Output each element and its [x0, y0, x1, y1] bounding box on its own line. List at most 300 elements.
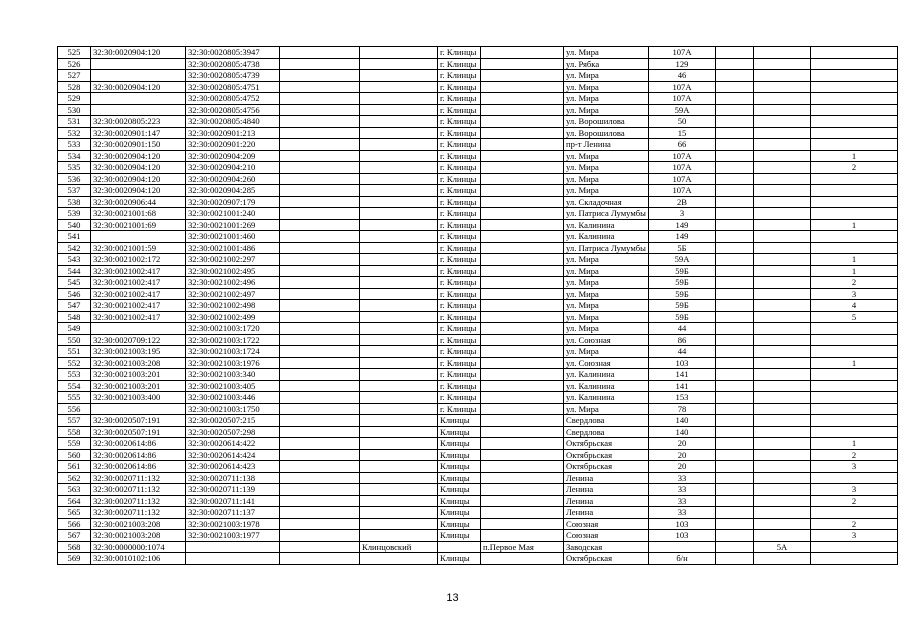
cell-city: г. Клинцы: [438, 265, 481, 277]
table-row: [58, 461, 898, 473]
cell-street: пр-т Ленина: [564, 139, 649, 151]
cell-room: [754, 300, 811, 312]
cell-house: 66: [649, 139, 716, 151]
cell-cad-block: 32:30:0020614:86: [91, 438, 186, 450]
cell-house: 107А: [649, 93, 716, 105]
cell-room: [754, 553, 811, 565]
cell-blank: [280, 392, 360, 404]
cell-room: [754, 81, 811, 93]
cell-cad-object: 32:30:0020805:4840: [186, 116, 280, 128]
cell-building: [716, 104, 754, 116]
cell-apartment: [811, 507, 898, 519]
cell-street: ул. Ворошилова: [564, 127, 649, 139]
cell-cad-block: 32:30:0021003:400: [91, 392, 186, 404]
cell-room: [754, 311, 811, 323]
cell-district: [360, 231, 438, 243]
cell-num: 543: [58, 254, 91, 266]
cell-house: 149: [649, 231, 716, 243]
cell-building: [716, 380, 754, 392]
cell-district: [360, 150, 438, 162]
cell-num: 559: [58, 438, 91, 450]
cell-house: 140: [649, 426, 716, 438]
cell-cad-object: 32:30:0021002:495: [186, 265, 280, 277]
table-row: [58, 472, 898, 484]
cell-settlement: [481, 415, 564, 427]
cell-district: [360, 300, 438, 312]
cell-street: Свердлова: [564, 415, 649, 427]
cell-room: [754, 472, 811, 484]
cell-cad-object: 32:30:0021003:1724: [186, 346, 280, 358]
cell-cad-object: 32:30:0020904:260: [186, 173, 280, 185]
cell-settlement: [481, 162, 564, 174]
cell-building: [716, 58, 754, 70]
cell-house: 59Б: [649, 300, 716, 312]
cell-blank: [280, 265, 360, 277]
cell-building: [716, 93, 754, 105]
cell-apartment: 1: [811, 438, 898, 450]
cell-building: [716, 208, 754, 220]
cell-district: [360, 438, 438, 450]
cell-house: 20: [649, 461, 716, 473]
cell-building: [716, 70, 754, 82]
cell-room: [754, 58, 811, 70]
cell-house: 44: [649, 323, 716, 335]
cell-building: [716, 173, 754, 185]
cell-apartment: [811, 541, 898, 553]
cell-room: [754, 530, 811, 542]
cell-settlement: [481, 300, 564, 312]
cell-settlement: [481, 530, 564, 542]
cell-building: [716, 357, 754, 369]
cell-cad-object: 32:30:0020507:298: [186, 426, 280, 438]
cell-num: 548: [58, 311, 91, 323]
table-row: [58, 507, 898, 519]
table-row: [58, 150, 898, 162]
table-row: [58, 219, 898, 231]
cell-city: г. Клинцы: [438, 185, 481, 197]
cell-street: ул. Мира: [564, 300, 649, 312]
cell-apartment: [811, 173, 898, 185]
cell-house: 46: [649, 70, 716, 82]
cell-city: г. Клинцы: [438, 288, 481, 300]
cell-cad-block: 32:30:0020711:132: [91, 507, 186, 519]
cell-settlement: [481, 507, 564, 519]
cell-apartment: [811, 380, 898, 392]
cell-house: 107А: [649, 81, 716, 93]
cell-street: ул. Мира: [564, 277, 649, 289]
cell-blank: [280, 541, 360, 553]
cell-blank: [280, 185, 360, 197]
cell-building: [716, 139, 754, 151]
cell-cad-block: 32:30:0010102:106: [91, 553, 186, 565]
cell-num: 540: [58, 219, 91, 231]
cell-settlement: [481, 196, 564, 208]
cell-room: [754, 116, 811, 128]
cell-cad-object: 32:30:0020904:285: [186, 185, 280, 197]
cell-building: [716, 150, 754, 162]
cell-apartment: 3: [811, 530, 898, 542]
cell-district: [360, 162, 438, 174]
cell-room: [754, 242, 811, 254]
cell-cad-block: 32:30:0020614:86: [91, 449, 186, 461]
cell-district: [360, 518, 438, 530]
cell-num: 558: [58, 426, 91, 438]
cell-street: ул. Мира: [564, 173, 649, 185]
cell-apartment: [811, 93, 898, 105]
table-row: [58, 449, 898, 461]
cell-apartment: [811, 472, 898, 484]
cell-blank: [280, 288, 360, 300]
cell-room: [754, 357, 811, 369]
cell-blank: [280, 47, 360, 59]
cell-apartment: [811, 323, 898, 335]
cell-house: 33: [649, 507, 716, 519]
cell-street: ул. Патриса Лумумбы: [564, 208, 649, 220]
cell-district: [360, 334, 438, 346]
cell-settlement: [481, 403, 564, 415]
registry-sheet: [57, 46, 898, 565]
cell-city: г. Клинцы: [438, 403, 481, 415]
cell-blank: [280, 81, 360, 93]
cell-city: г. Клинцы: [438, 380, 481, 392]
cell-room: [754, 484, 811, 496]
cell-city: Клинцы: [438, 438, 481, 450]
cell-cad-object: 32:30:0021002:496: [186, 277, 280, 289]
cell-cad-block: [91, 58, 186, 70]
cell-district: [360, 323, 438, 335]
cell-room: [754, 162, 811, 174]
cell-blank: [280, 438, 360, 450]
cell-street: ул. Мира: [564, 288, 649, 300]
cell-blank: [280, 530, 360, 542]
cell-settlement: [481, 242, 564, 254]
cell-room: [754, 288, 811, 300]
cell-city: г. Клинцы: [438, 242, 481, 254]
cell-num: 556: [58, 403, 91, 415]
cell-settlement: [481, 265, 564, 277]
cell-blank: [280, 300, 360, 312]
table-row: [58, 518, 898, 530]
cell-settlement: [481, 518, 564, 530]
cell-house: 153: [649, 392, 716, 404]
cell-building: [716, 403, 754, 415]
cell-settlement: [481, 449, 564, 461]
cell-street: ул. Мира: [564, 70, 649, 82]
cell-building: [716, 461, 754, 473]
cell-blank: [280, 357, 360, 369]
cell-city: Клинцы: [438, 415, 481, 427]
cell-district: [360, 357, 438, 369]
cell-blank: [280, 415, 360, 427]
cell-district: [360, 530, 438, 542]
cell-blank: [280, 104, 360, 116]
cell-cad-object: 32:30:0021003:1750: [186, 403, 280, 415]
cell-num: 534: [58, 150, 91, 162]
cell-num: 552: [58, 357, 91, 369]
cell-cad-block: 32:30:0020901:147: [91, 127, 186, 139]
cell-city: Клинцы: [438, 461, 481, 473]
table-row: [58, 231, 898, 243]
table-row: [58, 127, 898, 139]
cell-num: 563: [58, 484, 91, 496]
cell-room: [754, 461, 811, 473]
cell-num: 553: [58, 369, 91, 381]
cell-settlement: [481, 277, 564, 289]
cell-street: ул. Мира: [564, 311, 649, 323]
table-row: [58, 47, 898, 59]
cell-cad-object: 32:30:0021002:498: [186, 300, 280, 312]
cell-apartment: [811, 426, 898, 438]
cell-blank: [280, 116, 360, 128]
cell-num: 567: [58, 530, 91, 542]
cell-building: [716, 323, 754, 335]
cell-house: 3: [649, 208, 716, 220]
cell-street: ул. Мира: [564, 93, 649, 105]
cell-blank: [280, 553, 360, 565]
cell-cad-block: 32:30:0020904:120: [91, 162, 186, 174]
cell-city: г. Клинцы: [438, 81, 481, 93]
cell-city: г. Клинцы: [438, 150, 481, 162]
cell-room: [754, 449, 811, 461]
cell-street: Ленина: [564, 484, 649, 496]
cell-building: [716, 116, 754, 128]
cell-district: [360, 254, 438, 266]
cell-settlement: [481, 323, 564, 335]
cell-cad-block: 32:30:0021003:208: [91, 530, 186, 542]
cell-num: 566: [58, 518, 91, 530]
cell-house: 107А: [649, 150, 716, 162]
cell-city: Клинцы: [438, 426, 481, 438]
cell-city: г. Клинцы: [438, 47, 481, 59]
cell-room: [754, 127, 811, 139]
cell-house: 20: [649, 449, 716, 461]
cell-house: 107А: [649, 162, 716, 174]
cell-building: [716, 484, 754, 496]
cell-building: [716, 518, 754, 530]
cell-cad-block: 32:30:0020904:120: [91, 47, 186, 59]
table-row: [58, 357, 898, 369]
cell-settlement: [481, 472, 564, 484]
cell-building: [716, 196, 754, 208]
cell-house: 5Б: [649, 242, 716, 254]
cell-district: [360, 127, 438, 139]
cell-room: [754, 334, 811, 346]
cell-apartment: [811, 70, 898, 82]
cell-room: [754, 277, 811, 289]
cell-settlement: [481, 288, 564, 300]
cell-street: Ленина: [564, 472, 649, 484]
table-row: [58, 334, 898, 346]
cell-district: [360, 484, 438, 496]
cell-street: ул. Союзная: [564, 357, 649, 369]
cell-settlement: п.Первое Мая: [481, 541, 564, 553]
cell-blank: [280, 139, 360, 151]
cell-cad-block: 32:30:0021001:68: [91, 208, 186, 220]
cell-blank: [280, 495, 360, 507]
cell-district: [360, 403, 438, 415]
cell-num: 527: [58, 70, 91, 82]
cell-district: [360, 311, 438, 323]
cell-cad-block: 32:30:0020711:132: [91, 495, 186, 507]
table-row: [58, 139, 898, 151]
cell-cad-block: 32:30:0000000:1074: [91, 541, 186, 553]
cell-blank: [280, 58, 360, 70]
cell-cad-object: 32:30:0021003:405: [186, 380, 280, 392]
cell-building: [716, 553, 754, 565]
cell-cad-object: 32:30:0020711:139: [186, 484, 280, 496]
cell-num: 528: [58, 81, 91, 93]
cell-cad-block: [91, 231, 186, 243]
table-body: [58, 47, 898, 565]
cell-settlement: [481, 484, 564, 496]
cell-num: 561: [58, 461, 91, 473]
cell-building: [716, 288, 754, 300]
cell-street: ул. Калинина: [564, 369, 649, 381]
cell-building: [716, 311, 754, 323]
cell-city: Клинцы: [438, 484, 481, 496]
cell-building: [716, 300, 754, 312]
cell-cad-block: 32:30:0020711:132: [91, 472, 186, 484]
cell-building: [716, 415, 754, 427]
cell-num: 532: [58, 127, 91, 139]
cell-blank: [280, 380, 360, 392]
cell-blank: [280, 334, 360, 346]
cell-blank: [280, 219, 360, 231]
cell-cad-block: 32:30:0021002:417: [91, 277, 186, 289]
cell-settlement: [481, 346, 564, 358]
table-row: [58, 93, 898, 105]
cell-house: 103: [649, 357, 716, 369]
cell-blank: [280, 461, 360, 473]
cell-apartment: [811, 196, 898, 208]
cell-room: [754, 323, 811, 335]
cell-district: [360, 185, 438, 197]
table-row: [58, 173, 898, 185]
cell-blank: [280, 162, 360, 174]
cell-cad-block: 32:30:0021002:172: [91, 254, 186, 266]
table-row: [58, 415, 898, 427]
cell-city: г. Клинцы: [438, 334, 481, 346]
cell-district: [360, 173, 438, 185]
cell-house: 59Б: [649, 311, 716, 323]
cell-room: [754, 196, 811, 208]
cell-settlement: [481, 311, 564, 323]
cell-blank: [280, 254, 360, 266]
cell-cad-block: 32:30:0021003:201: [91, 369, 186, 381]
cell-cad-block: 32:30:0021001:69: [91, 219, 186, 231]
table-row: [58, 81, 898, 93]
cell-city: Клинцы: [438, 495, 481, 507]
cell-num: 560: [58, 449, 91, 461]
table-row: [58, 277, 898, 289]
table-row: [58, 484, 898, 496]
cell-num: 542: [58, 242, 91, 254]
cell-house: 44: [649, 346, 716, 358]
cell-street: ул. Калинина: [564, 392, 649, 404]
cell-apartment: 5: [811, 311, 898, 323]
cell-settlement: [481, 438, 564, 450]
cell-num: 569: [58, 553, 91, 565]
cell-cad-object: 32:30:0021003:1722: [186, 334, 280, 346]
cell-house: 59Б: [649, 288, 716, 300]
cell-room: [754, 369, 811, 381]
table-row: [58, 196, 898, 208]
table-row: [58, 300, 898, 312]
cell-room: [754, 254, 811, 266]
cell-room: [754, 208, 811, 220]
cell-blank: [280, 127, 360, 139]
cell-cad-object: 32:30:0020904:210: [186, 162, 280, 174]
cell-city: г. Клинцы: [438, 311, 481, 323]
cell-blank: [280, 173, 360, 185]
cell-apartment: [811, 553, 898, 565]
table-row: [58, 242, 898, 254]
cell-cad-object: 32:30:0021001:269: [186, 219, 280, 231]
cell-district: [360, 380, 438, 392]
cell-house: 33: [649, 472, 716, 484]
table-row: [58, 346, 898, 358]
cell-room: [754, 139, 811, 151]
cell-cad-object: 32:30:0021002:297: [186, 254, 280, 266]
cell-room: [754, 150, 811, 162]
cell-building: [716, 231, 754, 243]
cell-street: ул. Мира: [564, 265, 649, 277]
cell-cad-object: 32:30:0020711:141: [186, 495, 280, 507]
cell-apartment: [811, 242, 898, 254]
cell-district: [360, 461, 438, 473]
cell-district: Клинцовский: [360, 541, 438, 553]
table-row: [58, 58, 898, 70]
cell-street: ул. Мира: [564, 104, 649, 116]
cell-city: г. Клинцы: [438, 127, 481, 139]
cell-apartment: 1: [811, 265, 898, 277]
cell-settlement: [481, 150, 564, 162]
cell-num: 539: [58, 208, 91, 220]
cell-settlement: [481, 185, 564, 197]
cell-building: [716, 242, 754, 254]
table-row: [58, 553, 898, 565]
cell-city: г. Клинцы: [438, 196, 481, 208]
cell-num: 536: [58, 173, 91, 185]
cell-street: ул. Мира: [564, 81, 649, 93]
cell-num: 555: [58, 392, 91, 404]
cell-house: 50: [649, 116, 716, 128]
table-row: [58, 541, 898, 553]
cell-cad-object: 32:30:0020805:4751: [186, 81, 280, 93]
table-row: [58, 438, 898, 450]
cell-apartment: 3: [811, 484, 898, 496]
cell-room: [754, 104, 811, 116]
cell-num: 541: [58, 231, 91, 243]
table-row: [58, 185, 898, 197]
cell-district: [360, 242, 438, 254]
cell-district: [360, 208, 438, 220]
cell-district: [360, 47, 438, 59]
cell-num: 531: [58, 116, 91, 128]
cell-city: г. Клинцы: [438, 392, 481, 404]
cell-blank: [280, 93, 360, 105]
cell-cad-block: 32:30:0021002:417: [91, 300, 186, 312]
cell-street: ул. Калинина: [564, 380, 649, 392]
cell-house: 20: [649, 438, 716, 450]
cell-apartment: [811, 58, 898, 70]
cell-room: [754, 426, 811, 438]
cell-settlement: [481, 461, 564, 473]
cell-blank: [280, 346, 360, 358]
cell-cad-object: 32:30:0020805:4738: [186, 58, 280, 70]
cell-cad-block: 32:30:0020904:120: [91, 81, 186, 93]
cell-district: [360, 116, 438, 128]
